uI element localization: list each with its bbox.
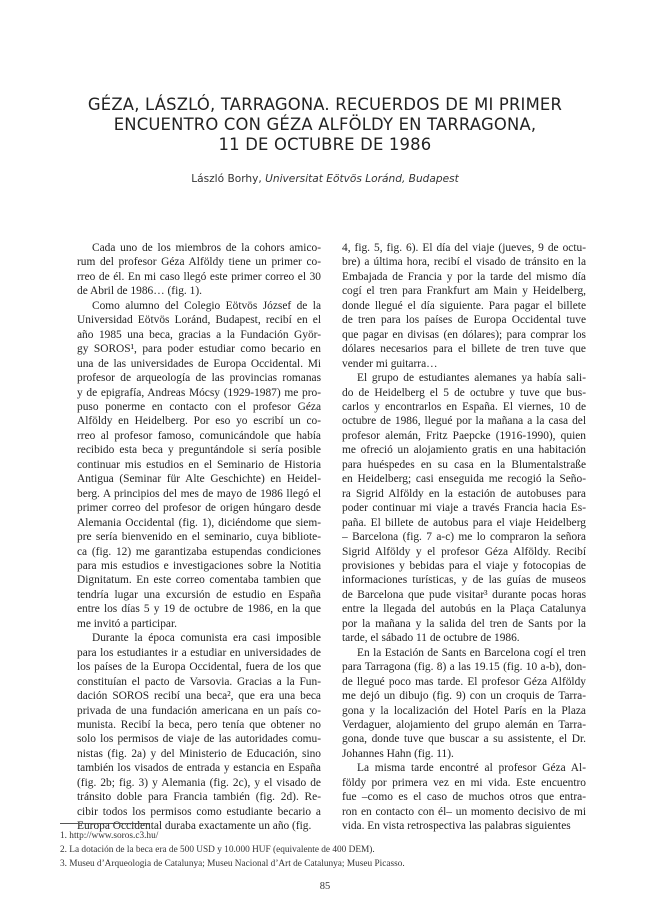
text-line: Cada uno de los miembros de la cohors amico- (92, 242, 321, 254)
text-line: de Barcelona que pude visitar³ durante pocas horas (342, 588, 586, 601)
title-line: 11 DE OCTUBRE DE 1986 (218, 135, 432, 154)
text-line: también los visados de entrada y estancia en España (77, 762, 321, 775)
text-line: tarde, el sábado 11 de octubre de 1986. (342, 632, 520, 645)
text-line: para huéspedes en su casa en la Blumentalstraße (342, 458, 586, 471)
text-line: año 1985 una beca, gracias a la Fundación Györ- (77, 328, 321, 341)
text-line: En la Estación de Sants en Barcelona cogí el tren (357, 646, 586, 659)
text-line: por la mañana y la salida del tren de Sants por la (342, 617, 586, 630)
text-line: profesor alemán, Fritz Paepcke (1916-1990), quien (342, 429, 586, 442)
text-line: para mis estudios e investigaciones sobre la Notitia (77, 559, 321, 572)
text-line: octubre de 1986, llegué por la mañana a la casa del (342, 415, 586, 428)
text-line: constituían el pacto de Varsovia. Gracias a la Fun- (77, 675, 321, 688)
text-line: gona, donde tuve que buscar a su assistente, el Dr. (342, 733, 586, 746)
text-line: para los estudiantes ir a estudiar en universidades de (77, 646, 321, 659)
text-line: continuar mis estudios en el Seminario de Historia (77, 458, 321, 471)
footnote: 3. Museu d’Arqueologia de Catalunya; Museu Nacional d’Art de Catalunya; Museu Picasso. (60, 858, 405, 869)
text-line: do de Heidelberg el 5 de octubre y tuve que bus- (342, 386, 586, 399)
text-line: poder continuar mi viaje a través Francia hacia Es- (342, 502, 586, 515)
text-line: ca (fig. 12) me garantizaba estupendas condiciones (77, 545, 321, 558)
text-line: Alföldy en Heidelberg. Por eso yo escribí un co- (77, 415, 321, 428)
text-line: de llegué poco mas tarde. El profesor Géza Alföldy (342, 675, 586, 688)
text-line: (fig. 2b; fig. 3) y Alemania (fig. 2c), y el visado de (77, 776, 321, 789)
text-line: primer correo del profesor de origen húngaro desde (77, 502, 321, 515)
footnotes (60, 830, 600, 871)
text-line: tendría lugar una excursión de estudio en España (77, 588, 321, 601)
title-line: ENCUENTRO CON GÉZA ALFÖLDY EN TARRAGONA, (113, 115, 537, 134)
text-line: carlos y encontrarlos en España. El viernes, 10 de (342, 400, 586, 413)
text-line: de Abril de 1986… (fig. 1). (77, 285, 202, 298)
text-line: Como alumno del Colegio Eötvös József de la (92, 299, 321, 312)
text-line: privada de una fundación americana en un país co- (77, 704, 321, 717)
text-line: entre los días 5 y 19 de octubre de 1986, en la que (77, 603, 321, 616)
text-line: ra Sigrid Alföldy en la estación de autobuses para (342, 487, 586, 500)
text-line: pre sería bienvenido en el seminario, cuya bibliote- (77, 531, 321, 544)
text-line: El grupo de estudiantes alemanes ya había sali- (357, 372, 586, 385)
text-line: donde llegué el día siguiente. Para pagar el billete (342, 299, 586, 312)
text-line: – Barcelona (fig. 7 a-c) me lo compraron la señora (342, 531, 586, 544)
text-line: vida. En vista retrospectiva las palabras siguientes (342, 820, 571, 833)
text-line: berg. A principios del mes de mayo de 1986 llegó el (77, 487, 321, 500)
text-line: me ofreció un alojamiento gratis en una habitación (342, 444, 586, 457)
text-line: que pagar en divisas (en dólares); para comprar los (342, 328, 586, 341)
text-line: una de las universidades de Europa Occidental. Mi (77, 357, 321, 370)
text-line: földy por primera vez en mi vida. Este encuentro (342, 776, 586, 789)
text-line: fue –como es el caso de muchos otros que entra- (342, 791, 586, 804)
text-line: Embajada de Francia y por la tarde del mismo día (342, 270, 586, 283)
text-column-left (77, 241, 321, 834)
text-line: paña. El billete de autobus para el viaje Heidelberg (342, 516, 586, 529)
text-line: Alemania Occidental (fig. 1), diciéndome que siem- (77, 516, 321, 529)
text-line: La misma tarde encontré al profesor Géza Al- (357, 762, 586, 775)
text-line: para Tarragona (fig. 8) a las 19.15 (fig. 10 a-b), don- (342, 661, 586, 674)
text-line: cogí el tren para Frankfurt am Main y Heidelberg, (342, 285, 586, 298)
text-line: rum del profesor Géza Alföldy tiene un primer co- (77, 256, 321, 269)
text-line: tránsito doble para Francia también (fig. 2d). Re- (77, 791, 321, 804)
page-number: 85 (319, 881, 331, 892)
text-line: dólares necesarios para el billete de tren tuve que (342, 343, 586, 356)
text-line: informaciones turísticas, y de las guías de museos (342, 574, 586, 587)
footnote: 1. http://www.soros.c3.hu/ (60, 831, 159, 841)
text-line: recibido esta beca y preguntándole si sería posible (77, 444, 321, 457)
text-line: provisiones y bebidas para el viaje y fotocopias de (342, 559, 586, 572)
footnote: 2. La dotación de la beca era de 500 USD y 10.000 HUF (equivalente de 400 DEM). (60, 844, 375, 855)
text-line: Universidad Eötvös Loránd, Budapest, recibí en el (77, 314, 321, 327)
author-affiliation: Universitat Eötvös Loránd, Budapest (265, 173, 459, 185)
text-line: y de epigrafía, Andreas Mócsy (1929-1987) me pro- (77, 386, 321, 399)
text-line: ron en contacto con él– un momento decisivo de mi (342, 805, 586, 818)
text-line: cibir todos los permisos como estudiante becario a (77, 805, 321, 818)
text-line: me invitó a participar. (77, 617, 177, 630)
text-line: puso ponerme en contacto con el profesor Géza (77, 400, 321, 413)
footnote-rule (60, 823, 150, 824)
article-title (60, 95, 590, 155)
text-line: solo los permisos de viaje de las autoridades comu- (77, 733, 321, 746)
text-line: Dignitatum. En este correo comentaba tambien que (77, 574, 321, 587)
text-column-right (342, 241, 586, 834)
text-line: rreo al profesor famoso, comunicándole que había (77, 429, 321, 442)
text-line: entre la llegada del autobús en la Plaça Catalunya (342, 603, 586, 616)
text-line: Verdaguer, alojamiento del grupo alemán en Tarra- (342, 718, 586, 731)
author-name: László Borhy, (191, 173, 262, 185)
text-line: Sigrid Alföldy y el profesor Géza Alföldy. Recibí (342, 545, 586, 558)
text-line: de tren para los países de Europa Occidental tuve (342, 314, 586, 327)
text-line: nistas (fig. 2a) y del Ministerio de Educación, sino (77, 747, 321, 760)
text-line: rreo de él. En mi caso llegó este primer correo el 30 (77, 270, 321, 283)
text-line: gona y la localización del Hotel París en la Plaza (342, 704, 586, 717)
text-line: vender mi guitarra… (342, 357, 438, 370)
text-line: bre) a última hora, recibí el visado de tránsito en la (342, 256, 586, 269)
text-line: Europa Occidental duraba exactamente un año (fig. (77, 820, 312, 833)
byline (60, 173, 590, 185)
text-line: me dejó un dibujo (fig. 9) con un croquis de Tarra- (342, 690, 586, 703)
text-line: profesor de arqueología de las provincias romanas (77, 372, 321, 385)
text-line: 4, fig. 5, fig. 6). El día del viaje (jueves, 9 de octu- (342, 242, 586, 254)
text-line: Antigua (Seminar für Alte Geschichte) en Heidel- (77, 473, 321, 486)
text-line: los países de la Europa Occidental, fuera de los que (77, 661, 321, 674)
title-line: GÉZA, LÁSZLÓ, TARRAGONA. RECUERDOS DE MI PRIMER (87, 95, 563, 114)
text-line: munista. Recibí la beca, pero tenía que obtener no (77, 718, 321, 731)
text-line: en Heidelberg; casi enseguida me recogió la Seño- (342, 473, 586, 486)
text-line: Johannes Hahn (fig. 11). (342, 747, 454, 760)
text-line: Durante la época comunista era casi imposible (92, 632, 321, 645)
text-line: gy SOROS¹, para poder estudiar como becario en (77, 343, 321, 356)
text-line: dación SOROS recibí una beca², que era una beca (77, 690, 321, 703)
